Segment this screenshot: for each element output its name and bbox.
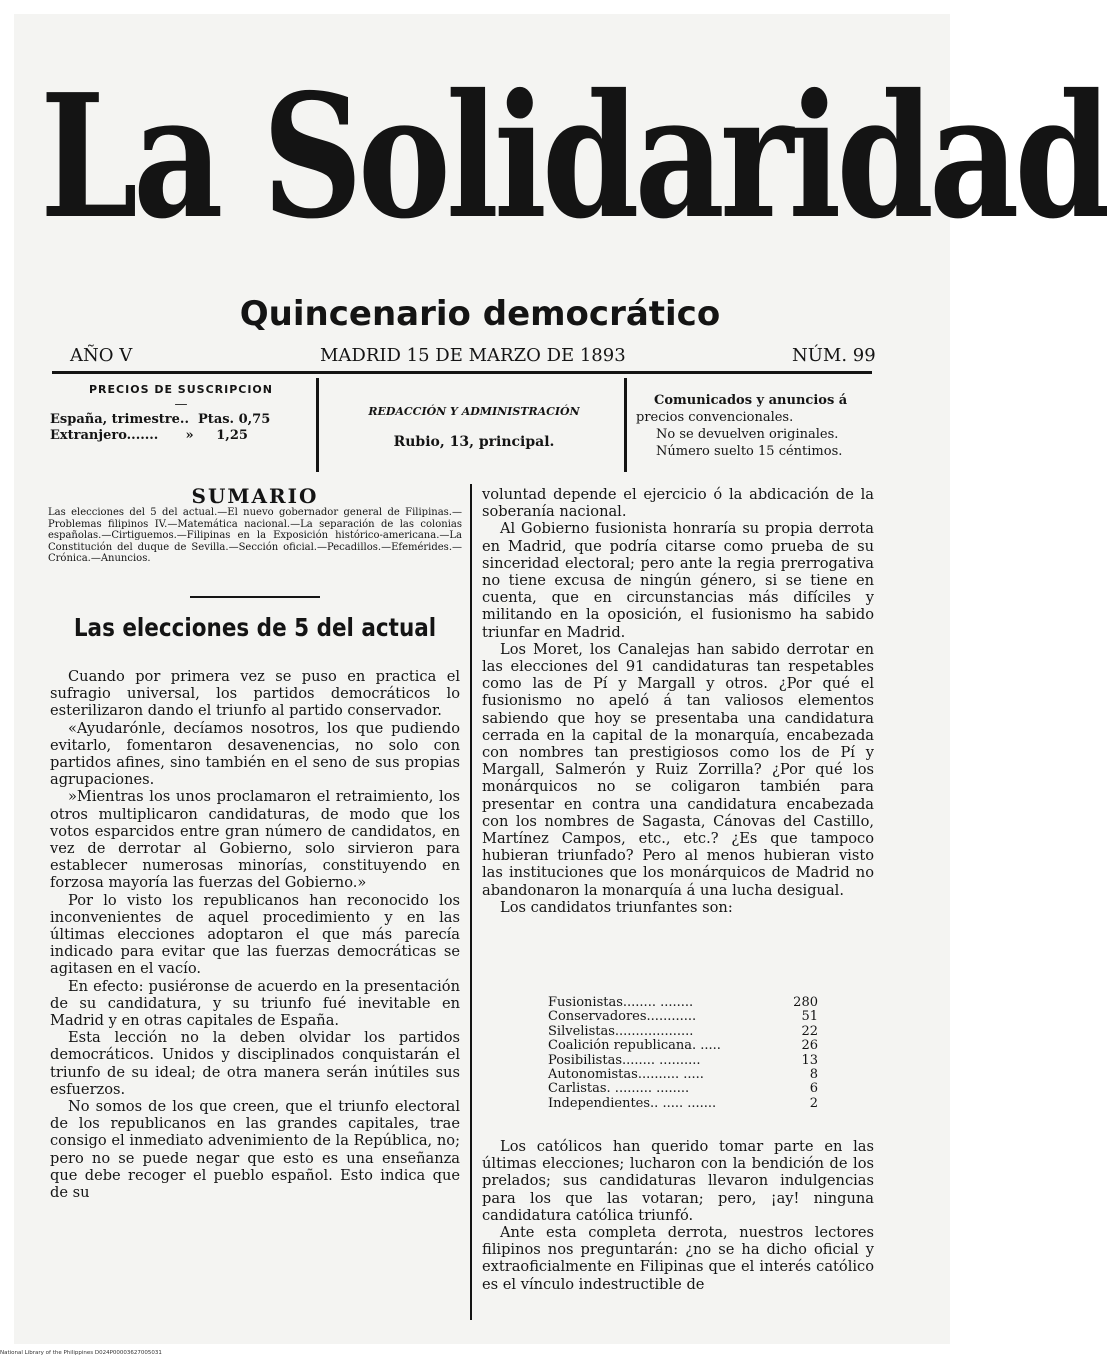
notices-box [636,392,886,460]
article-paragraph: »Mientras los unos proclamaron el retraimiento, los otros multiplicaron candidaturas, de modo que los votos esparcidos entre gran número de candidatos, en vez de derrotar al Gobierno, solo sirvieron para establecer numerosas minorías, constituyendo en forzosa mayoría las fuerzas del Gobierno.» [50,788,460,892]
article-paragraph: Ante esta completa derrota, nuestros lectores filipinos nos preguntarán: ¿no se ha dicho oficial y extraoficialmente en Filipinas que el interés católico es el vínculo indestructible de [482,1224,874,1293]
notices-line-4: Número suelto 15 céntimos. [656,444,843,459]
results-seats: 22 [801,1023,818,1039]
election-results-table [548,996,818,1111]
article-column-right-top [482,486,874,916]
results-seats: 26 [801,1038,818,1054]
results-party: Conservadores............ [548,1009,697,1025]
article-headline: Las elecciones de 5 del actual [73,613,437,642]
sumario-title: SUMARIO [191,484,319,508]
results-row [548,1039,818,1053]
box-divider-right [624,378,627,472]
results-party: Posibilistas........ .......... [548,1052,701,1068]
article-paragraph: Los candidatos triunfantes son: [500,898,733,916]
notices-line-1: Comunicados y anuncios á [654,393,848,408]
issue-number: NÚM. 99 [792,345,876,366]
results-seats: 280 [793,995,818,1010]
sumario-body: Las elecciones del 5 del actual.—El nuevo gobernador general de Filipinas.—Problemas filipinos IV.—Matemática nacional.—La separación de las colonias españolas.—Cirtiguemos.—Filipinas en la Exposición histórico-americana.—La Constitución del duque de Sevilla.—Sección oficial.—Pecadillos.—Efemérides.—Crónica.—Anuncios. [48,507,462,565]
article-paragraph: En efecto: pusiéronse de acuerdo en la presentación de su candidatura, y su triunfo fué inevitable en Madrid y en otras capitales de España. [50,977,460,1030]
article-paragraph: Los católicos han querido tomar parte en las últimas elecciones; lucharon con la bendición de los prelados; sus candidaturas llevaron indulgencias para los que las votaran; pero, ¡ay! ninguna candidatura católica triunfó. [482,1138,874,1224]
article-paragraph: Al Gobierno fusionista honraría su propia derrota en Madrid, que podría citarse como prueba de su sinceridad electoral; pero ante la regia prerrogativa no tiene excusa de ningún género, si se tiene en cuenta, que en circunstancias más difíciles y militando en la oposición, el fusionismo ha sabido triunfar en Madrid. [482,520,874,641]
article-paragraph: Cuando por primera vez se puso en practica el sufragio universal, los partidos democráticos lo esterilizaron dando el triunfo al partido conservador. [50,668,460,720]
issue-date: MADRID 15 DE MARZO DE 1893 [320,345,626,366]
article-paragraph: Los Moret, los Canalejas han sabido derrotar en las elecciones del 91 candidaturas tan respetables como las de Pí y Margall y otros. ¿Por qué el fusionismo no apeló á tan valiosos elementos sabiendo que hoy se presentaba una candidatura cerrada en la capital de la monarquía, encabezada con nombres tan prestigiosos como los de Pí y Margall, Salmerón y Ruiz Zorrilla? ¿Por qué los monárquicos no se coligaron también para presentar en contra una candidatura encabezada con los nombres de Sagasta, Cánovas del Castillo, Martínez Campos, etc., etc.? ¿Es que tampoco hubieran triunfado? Pero al menos hubieran visto las instituciones que los monárquicos de Madrid no abandonaron la monarquía á una lucha desigual. [482,640,874,899]
archive-footer: National Library of the Philippines D024P00003627005031 [0,1350,162,1356]
sumario-rule [190,596,320,598]
masthead-title: La Solidaridad [40,57,1107,257]
office-box [330,404,618,450]
subscription-line-spain: España, trimestre.. Ptas. 0,75 [50,412,271,427]
issue-year: AÑO V [70,345,133,366]
box-divider-left [316,378,319,472]
results-seats: 8 [809,1067,818,1083]
results-seats: 51 [801,1009,818,1025]
results-party: Coalición republicana. ..... [548,1038,721,1054]
results-party: Autonomistas.......... ..... [548,1067,704,1083]
results-row [548,1082,818,1096]
results-party: Independientes.. ..... ....... [548,1095,717,1111]
subscription-line-abroad: Extranjero....... » 1,25 [50,428,248,443]
article-paragraph: «Ayudarónle, decíamos nosotros, los que pudiendo evitarlo, fomentaron desavenencias, no solo con partidos afines, sino también en el seno de sus propias agrupaciones. [50,719,460,789]
article-paragraph: Por lo visto los republicanos han reconocido los inconvenientes de aquel procedimiento y en las últimas elecciones adoptaron el que más parecía indicado para evitar que las fuerzas democráticas se agitasen en el vacío. [50,891,460,978]
subscription-heading: PRECIOS DE SUSCRIPCION [89,383,273,396]
notices-line-2: precios convencionales. [636,410,794,425]
results-row [548,1054,818,1068]
results-row [548,1010,818,1024]
results-row [548,996,818,1010]
results-row [548,1025,818,1039]
results-seats: 13 [801,1052,818,1068]
article-paragraph: No somos de los que creen, que el triunfo electoral de los republicanos en las grandes capitales, trae consigo el inmediato advenimiento de la República, no; pero no se puede negar que esto es una enseñanza que debe recoger el pueblo español. Esto indica que de su [50,1098,460,1202]
notices-line-3: No se devuelven originales. [656,427,839,442]
article-paragraph: Esta lección no la deben olvidar los partidos democráticos. Unidos y disciplinados conquistarán el triunfo de su ideal; de otra manera serán inútiles sus esfuerzos. [50,1029,460,1098]
office-address: Rubio, 13, principal. [393,434,555,450]
office-heading: REDACCIÓN Y ADMINISTRACIÓN [368,405,580,418]
article-column-left [50,668,460,1201]
column-divider [470,484,472,1320]
results-row [548,1097,818,1111]
results-row [548,1068,818,1082]
masthead-subtitle: Quincenario democrático [239,294,721,334]
results-seats: 6 [809,1081,818,1097]
results-party: Carlistas. ......... ........ [548,1081,690,1097]
results-party: Silvelistas................... [548,1023,694,1039]
results-seats: 2 [809,1095,818,1111]
article-paragraph: voluntad depende el ejercicio ó la abdicación de la soberanía nacional. [482,486,874,521]
article-column-right-bottom [482,1138,874,1293]
results-party: Fusionistas........ ........ [548,995,694,1010]
subscription-box: PRECIOS DE SUSCRIPCION — España, trimestre.. Ptas. 0,75 Extranjero....... » 1,25 [50,382,312,444]
header-rule [52,371,872,374]
